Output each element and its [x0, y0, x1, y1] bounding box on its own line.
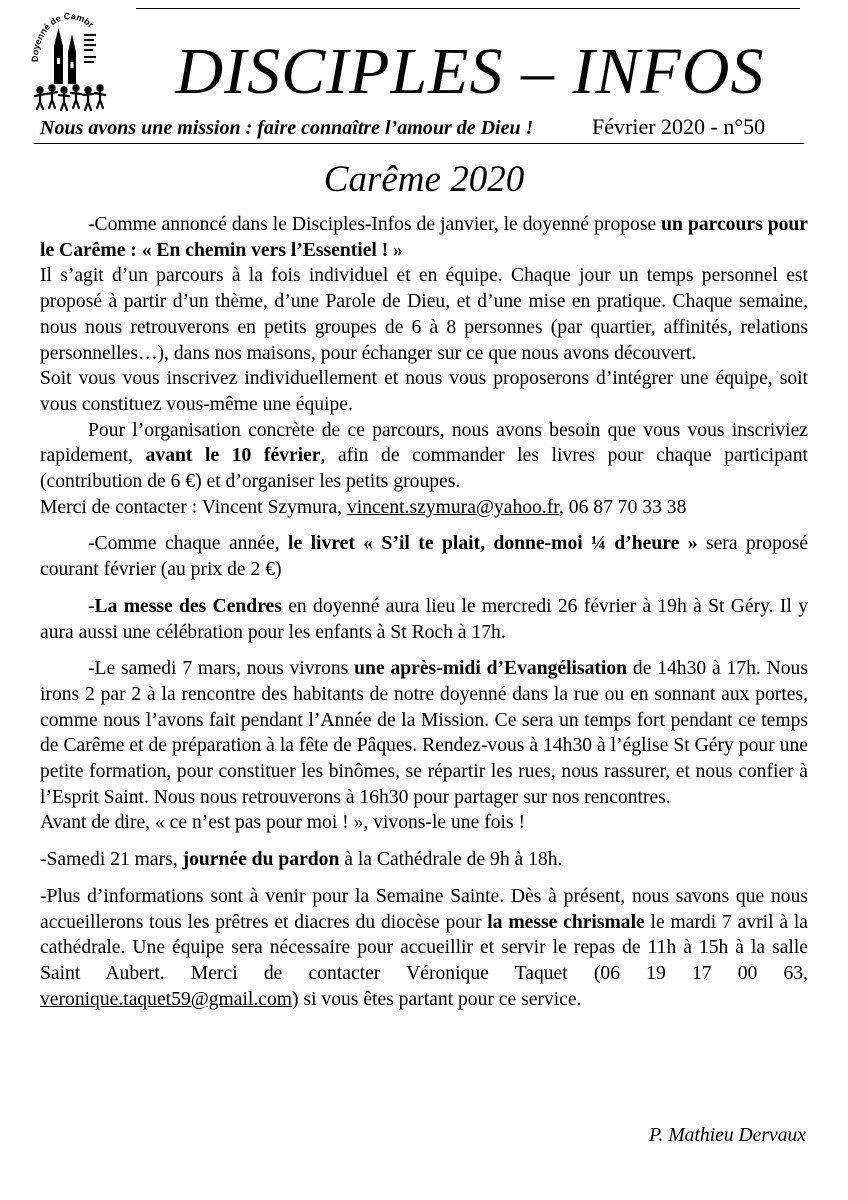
- header-rule: [34, 143, 804, 144]
- article-title: Carême 2020: [323, 159, 525, 200]
- text: à la Cathédrale de 9h à 18h.: [339, 849, 563, 871]
- text: de 14h30 à 17h. Nous irons 2 par 2 à la rencontre des habitants de notre doyenné dans la rue ou en sonnant aux portes, comme nous l’avons fait pendant l’Année de la Mission. Ce sera un temps fort pendant ce temps de Carême et de préparation à la fête de Pâques. Rendez-vous à 14h30 à l’église St Géry pour une petite formation, pour constituer les binômes, se répartir les rues, nous rassurer, et nous confier à l’Esprit Saint. Nous nous retrouverons à 16h30 pour partager sur nos rencontres.: [40, 658, 808, 808]
- text: -Samedi 21 mars,: [40, 849, 183, 871]
- newsletter-motto: Nous avons une mission : faire connaître l’amour de Dieu !: [40, 117, 534, 139]
- highlight: la messe chrismale: [487, 911, 645, 933]
- paragraph-parcours: [40, 212, 808, 263]
- text: sera proposé courant février (au prix de 2 €): [40, 533, 809, 581]
- paragraph-livret: [40, 531, 808, 582]
- text: ) si vous êtes partant pour ce service.: [292, 988, 582, 1010]
- text: , afin de commander les livres pour chaque participant (contribution de 6 €) et d’organiser les petits groupes.: [40, 445, 808, 493]
- paragraph-cendres: [40, 594, 808, 645]
- article-body: [40, 212, 808, 1012]
- deadline: avant le 10 février: [145, 445, 321, 467]
- phone: , 06 87 70 33 38: [559, 496, 687, 518]
- text: -Comme annoncé dans le Disciples-Infos de janvier, le doyenné propose: [88, 214, 662, 235]
- highlight: un parcours pour le Carême : « En chemin vers l’Essentiel ! »: [40, 214, 808, 261]
- newsletter-title: DISCIPLES – INFOS: [175, 35, 765, 108]
- text: -Comme chaque année,: [88, 533, 288, 555]
- paragraph-semaine-sainte: [40, 884, 808, 1013]
- paragraph-organisation: [40, 418, 808, 495]
- text: Pour l’organisation concrète de ce parcours, nous avons besoin que vous vous inscriviez rapidement,: [40, 419, 808, 467]
- paragraph-inscription: Soit vous vous inscrivez individuellement et nous vous proposerons d’intégrer une équipe, soit vous constituez vous-même une équipe.: [40, 368, 808, 415]
- deanery-logo: [28, 10, 112, 114]
- logo-arc-text: Doyenné de Cambr: [29, 10, 96, 63]
- highlight: le livret « S’il te plait, donne-moi ¼ d’heure »: [288, 533, 698, 555]
- highlight: La messe des Cendres: [94, 595, 282, 617]
- signature: P. Mathieu Dervaux: [649, 1125, 806, 1146]
- paragraph-details: Il s’agit d’un parcours à la fois individuel et en équipe. Chaque jour un temps personnel est proposé à partir d’un thème, d’une Parole de Dieu, et d’une mise en pratique. Chaque semaine, nous nous retrouverons en petits groupes de 6 à 8 personnes (par quartier, affinités, relations personnelles…), dans nos maisons, pour échanger sur ce que nous avons découvert.: [40, 265, 808, 364]
- email-link-szymura[interactable]: vincent.szymura@yahoo.fr: [346, 496, 559, 518]
- text: le mardi 7 avril à la cathédrale. Une équipe sera nécessaire pour accueillir et servir le repas de 11h à 15h à la salle Saint Aubert. Merci de contacter Véronique Taquet (06 19 17 00 63,: [40, 911, 809, 984]
- highlight: journée du pardon: [182, 849, 340, 871]
- paragraph-evangelisation: [40, 656, 808, 810]
- text: -Plus d’informations sont à venir pour la Semaine Sainte. Dès à présent, nous savons que nous accueillerons tous les prêtres et diacres du diocèse pour: [40, 885, 808, 933]
- paragraph-avant-de-dire: Avant de dire, « ce n’est pas pour moi ! », vivons-le une fois !: [40, 812, 526, 834]
- email-link-taquet[interactable]: veronique.taquet59@gmail.com: [40, 988, 293, 1010]
- issue-date: Février 2020 - n°50: [592, 114, 766, 139]
- text: en doyenné aura lieu le mercredi 26 février à 19h à St Géry. Il y aura aussi une célébration pour les enfants à St Roch à 17h.: [40, 595, 808, 643]
- highlight: une après-midi d’Evangélisation: [354, 658, 628, 680]
- top-rule: [136, 8, 800, 9]
- church-logo-icon: [28, 10, 112, 114]
- paragraph-pardon: [40, 847, 808, 873]
- text: Merci de contacter : Vincent Szymura,: [40, 496, 347, 518]
- text: -: [88, 595, 95, 617]
- paragraph-contact: [40, 495, 808, 521]
- text: -Le samedi 7 mars, nous vivrons: [88, 658, 355, 680]
